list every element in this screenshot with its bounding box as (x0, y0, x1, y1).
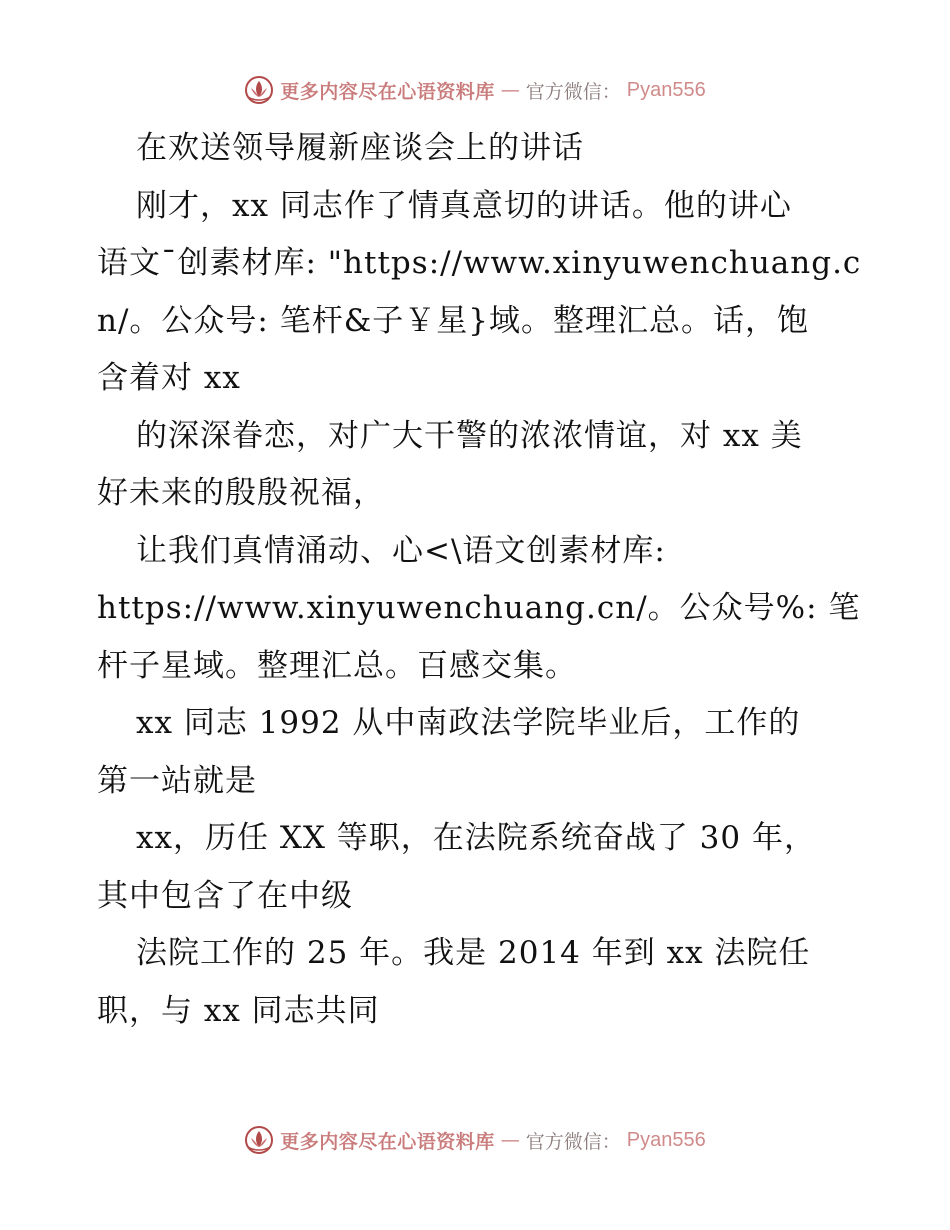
document-title: 在欢送领导履新座谈会上的讲话 (136, 130, 584, 166)
paragraph-line: 第一站就是 (97, 762, 257, 799)
footer-watermark-banner (0, 1120, 950, 1160)
footer-wechat-id: Pyan556 (626, 1128, 706, 1151)
header-dash: — (500, 79, 520, 101)
footer-wechat-label: 官方微信： (525, 1130, 621, 1153)
header-wechat-id: Pyan556 (626, 78, 706, 101)
header-wechat-label: 官方微信： (525, 80, 621, 103)
document-body (97, 120, 862, 1040)
paragraph-line: 语文¯创素材库: "https://www.xinyuwenchuang.c (97, 245, 862, 281)
lotus-logo-icon (244, 1125, 274, 1155)
header-watermark-banner (0, 70, 950, 110)
header-site-text: 更多内容尽在心语资料库 (280, 80, 495, 103)
paragraph-line: xx，历任 XX 等职，在法院系统奋战了 30 年， (136, 820, 816, 856)
paragraph-line: 其中包含了在中级 (97, 877, 353, 914)
paragraph-line: 的深深眷恋，对广大干警的浓浓情谊，对 xx 美 (136, 417, 803, 454)
paragraph-line: 法院工作的 25 年。我是 2014 年到 xx 法院任 (136, 935, 811, 971)
lotus-logo-icon (244, 75, 274, 105)
paragraph-line: 好未来的殷殷祝福， (97, 475, 385, 511)
paragraph-line: https://www.xinyuwenchuang.cn/。公众号%: 笔 (97, 590, 861, 626)
paragraph-line: 让我们真情涌动、心<\语文创素材库: (136, 532, 666, 569)
paragraph-line: xx 同志 1992 从中南政法学院毕业后，工作的 (136, 705, 801, 741)
paragraph-line: 杆子星域。整理汇总。百感交集。 (97, 647, 577, 684)
paragraph-line: 含着对 xx (97, 360, 241, 396)
paragraph-line: 职，与 xx 同志共同 (97, 992, 380, 1029)
footer-dash: — (500, 1129, 520, 1151)
footer-site-text: 更多内容尽在心语资料库 (280, 1130, 495, 1153)
paragraph-line: 刚才，xx 同志作了情真意切的讲话。他的讲心 (136, 187, 792, 224)
paragraph-line: n/。公众号: 笔杆&子￥星}域。整理汇总。话，饱 (97, 302, 810, 339)
